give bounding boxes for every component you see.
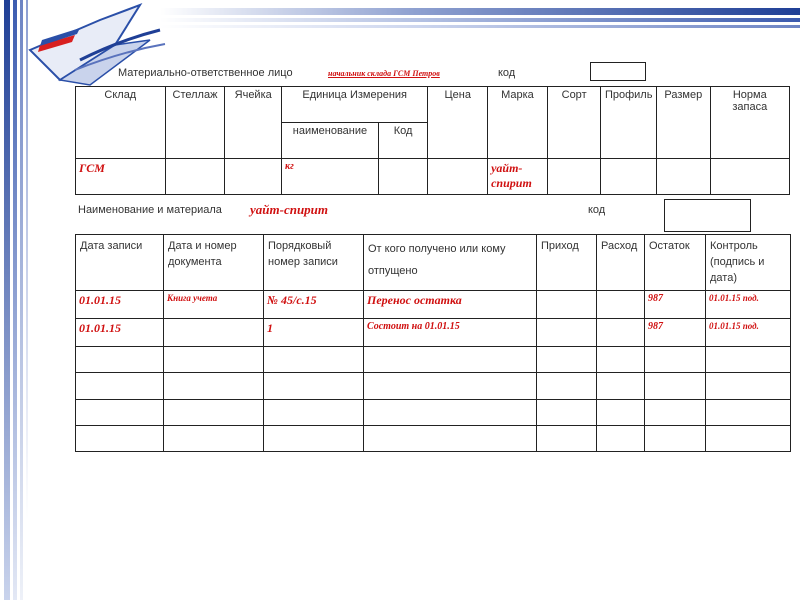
decor-stripe-3 <box>160 25 800 28</box>
decor-stripe-1 <box>160 8 800 15</box>
row1-out <box>597 291 645 319</box>
th-yacheyka: Ячейка <box>225 87 282 159</box>
th-profil: Профиль <box>601 87 657 159</box>
table-row-empty <box>76 373 791 400</box>
decor-bar-1 <box>4 0 10 600</box>
cell-sort-value <box>547 159 601 195</box>
row1-num: № 45/с.15 <box>264 291 364 319</box>
table-row <box>76 291 791 319</box>
th-control: Контроль (подпись и дата) <box>706 235 791 291</box>
th-doc: Дата и номер документа <box>164 235 264 291</box>
mol-kod-box <box>590 62 646 81</box>
row1-in <box>537 291 597 319</box>
th-from: От кого получено или кому отпущено <box>364 235 537 291</box>
decor-bar-3 <box>20 0 23 600</box>
row2-date: 01.01.15 <box>76 319 164 347</box>
th-in: Приход <box>537 235 597 291</box>
material-card-table <box>75 86 790 195</box>
th-out: Расход <box>597 235 645 291</box>
table-row-empty <box>76 400 791 426</box>
cell-stellazh-value <box>165 159 225 195</box>
cell-razmer-value <box>657 159 711 195</box>
row2-control: 01.01.15 под. <box>706 319 791 347</box>
material-kod-box <box>664 199 751 232</box>
th-naimenovanie: наименование <box>282 123 379 159</box>
table-row-empty <box>76 426 791 452</box>
th-cena: Цена <box>428 87 488 159</box>
material-label: Наименование и материала <box>78 204 222 216</box>
th-num: Порядковый номер записи <box>264 235 364 291</box>
th-sklad: Склад <box>76 87 166 159</box>
table-row-empty <box>76 347 791 373</box>
mol-kod-label: код <box>498 67 516 79</box>
cell-norma-value <box>710 159 789 195</box>
decor-bar-2 <box>13 0 17 600</box>
movement-table <box>75 234 791 452</box>
th-marka: Марка <box>488 87 548 159</box>
cell-unit-value: кг <box>282 159 379 195</box>
cell-marka-value: уайт-спирит <box>488 159 548 195</box>
row2-rest: 987 <box>645 319 706 347</box>
th-sort: Сорт <box>547 87 601 159</box>
row2-doc <box>164 319 264 347</box>
row2-from: Состоит на 01.01.15 <box>364 319 537 347</box>
th-stellazh: Стеллаж <box>165 87 225 159</box>
material-kod-label: код <box>588 204 606 216</box>
th-razmer: Размер <box>657 87 711 159</box>
cell-yacheyka-value <box>225 159 282 195</box>
row1-date: 01.01.15 <box>76 291 164 319</box>
cell-profil-value <box>601 159 657 195</box>
cell-unit-kod-value <box>378 159 427 195</box>
mol-label: Материально-ответственное лицо <box>118 67 293 79</box>
row2-num: 1 <box>264 319 364 347</box>
cell-cena-value <box>428 159 488 195</box>
row1-from: Перенос остатка <box>364 291 537 319</box>
cell-sklad-value: ГСМ <box>76 159 166 195</box>
material-value: уайт-спирит <box>250 202 329 217</box>
th-rest: Остаток <box>645 235 706 291</box>
mol-value: начальник склада ГСМ Петров <box>328 69 440 78</box>
row1-doc: Книга учета <box>164 291 264 319</box>
row2-out <box>597 319 645 347</box>
table-row <box>76 319 791 347</box>
th-date: Дата записи <box>76 235 164 291</box>
row1-rest: 987 <box>645 291 706 319</box>
row1-control: 01.01.15 под. <box>706 291 791 319</box>
decor-stripe-2 <box>160 18 800 22</box>
th-edinica: Единица Измерения <box>282 87 428 123</box>
th-norma: Норма запаса <box>710 87 789 159</box>
th-kod: Код <box>378 123 427 159</box>
row2-in <box>537 319 597 347</box>
